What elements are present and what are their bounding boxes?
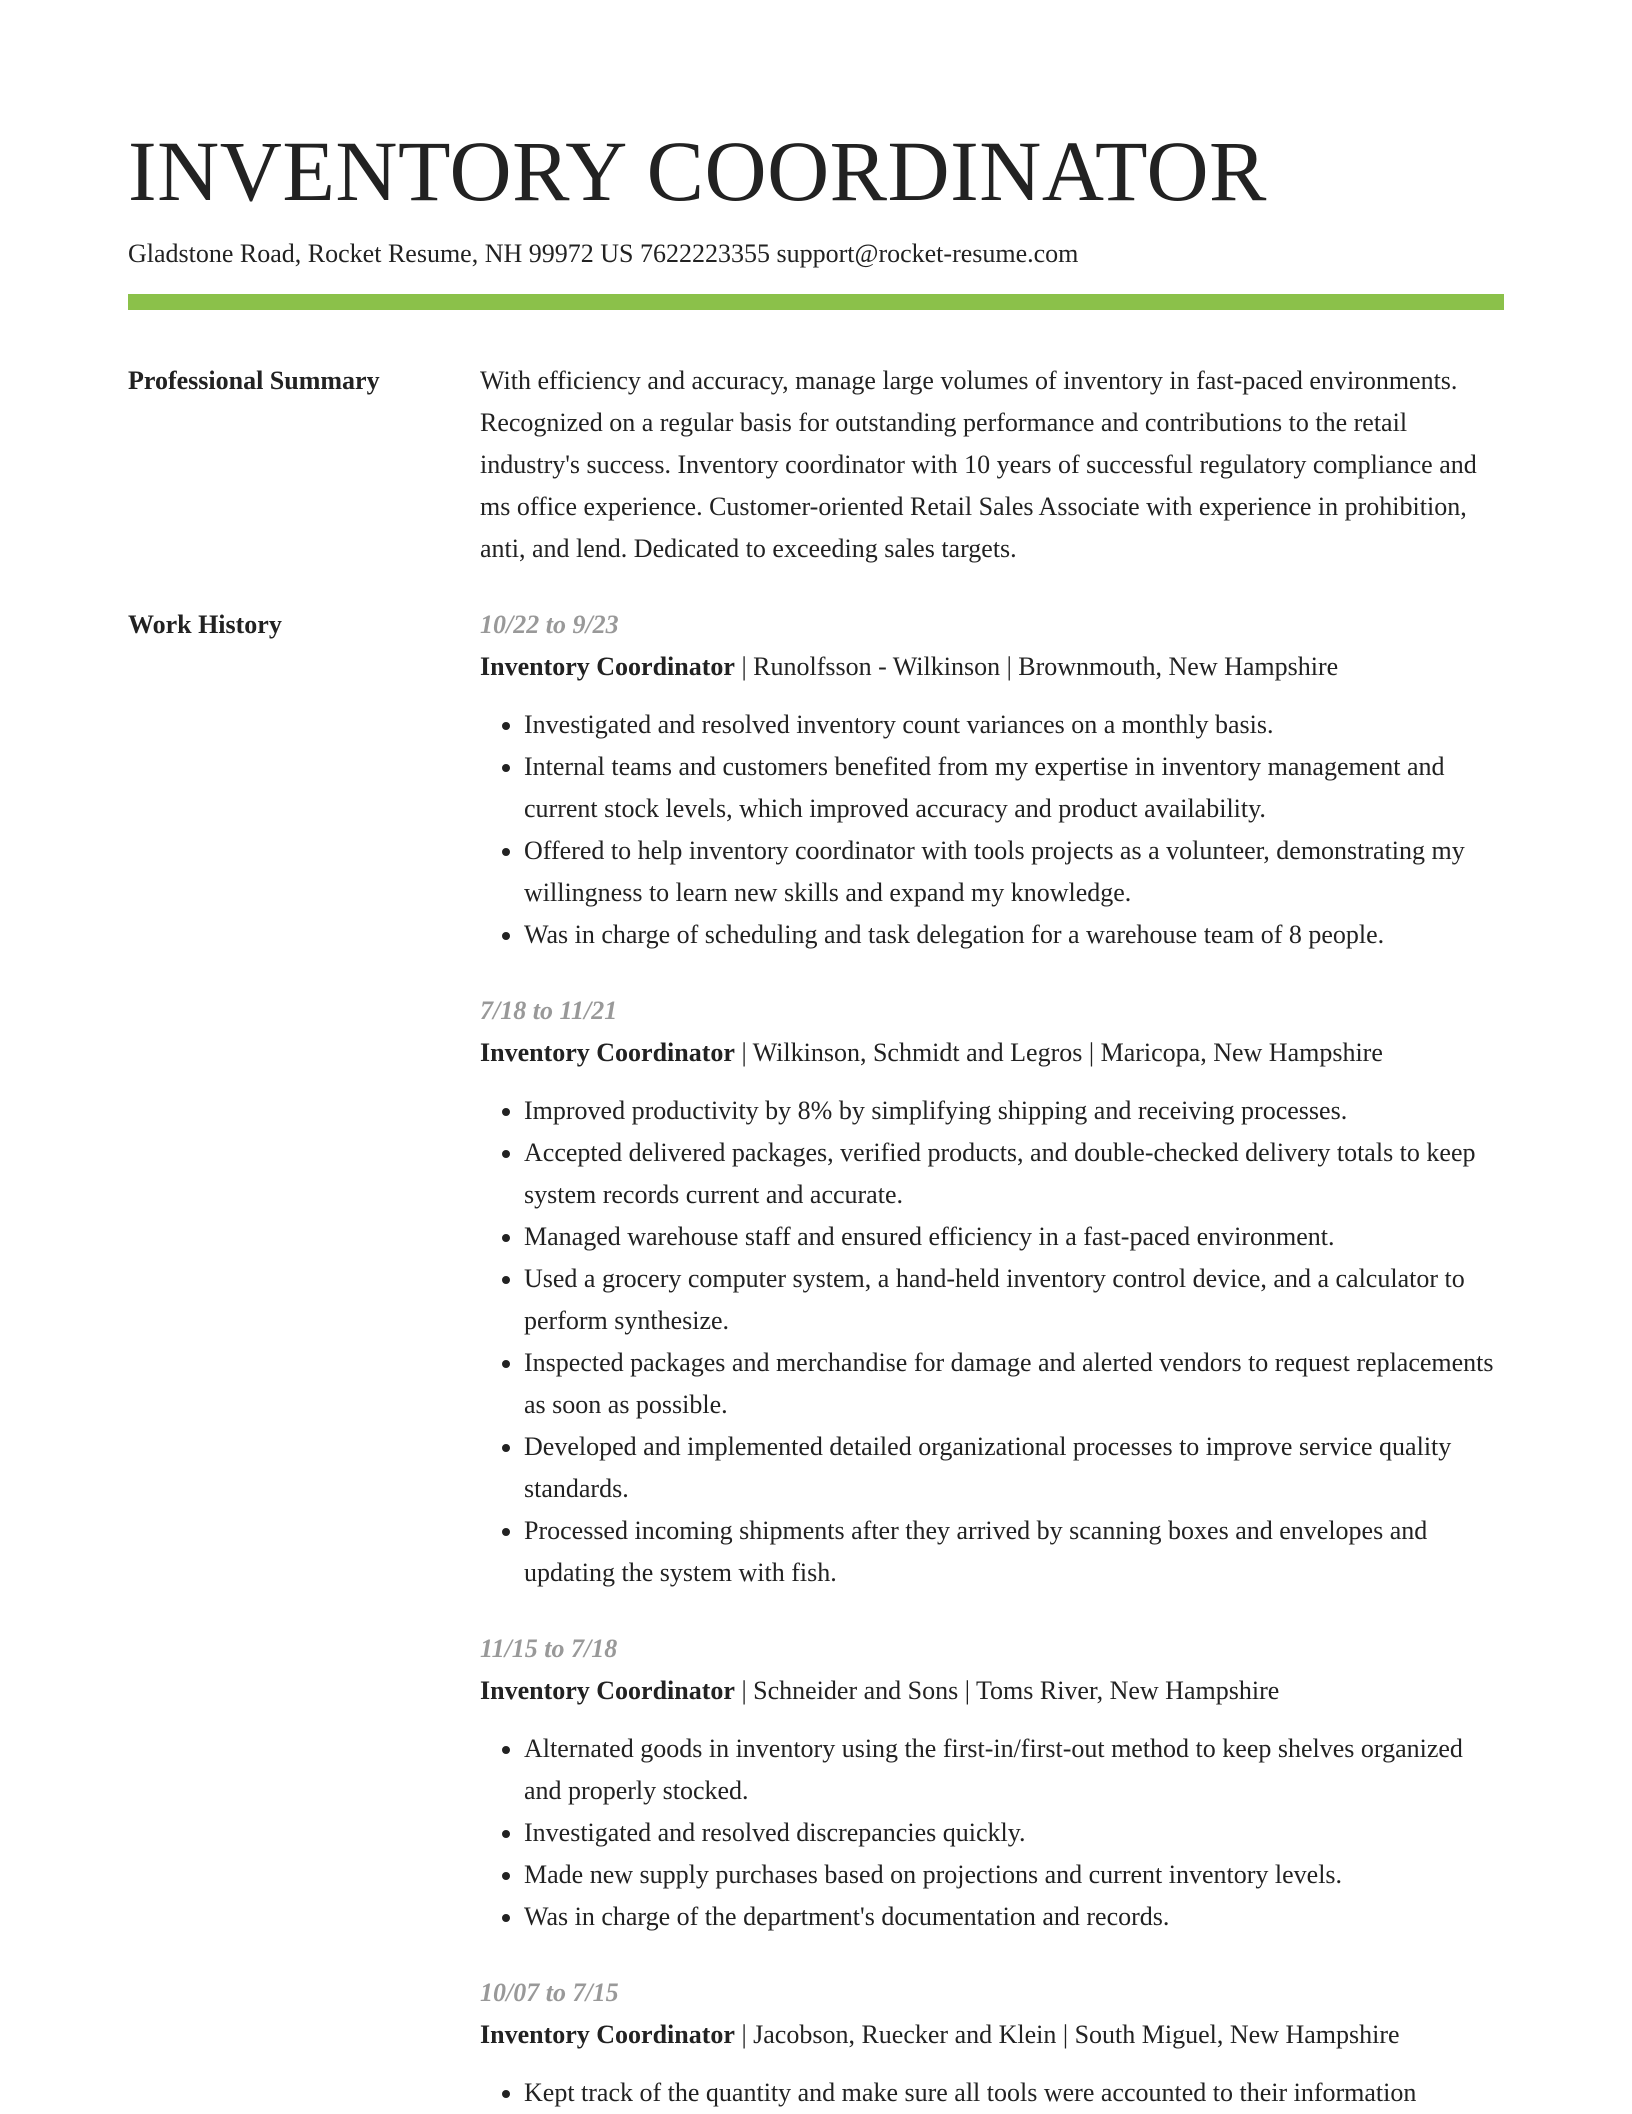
job-header	[480, 1032, 1504, 1074]
job-details: | Runolfsson - Wilkinson | Brownmouth, New Hampshire	[734, 652, 1339, 681]
job-date: 10/07 to 7/15	[480, 1978, 619, 2007]
job-bullet: • Alternated goods in inventory using the first-in/first-out method to keep shelves organized and properly stocked.	[524, 1728, 1504, 1812]
job-header	[480, 1670, 1504, 1712]
job-date: 10/22 to 9/23	[480, 610, 619, 639]
summary-text: With efficiency and accuracy, manage large volumes of inventory in fast-paced environments. Recognized on a regular basis for outstanding performance and contributions to the retail industry's success. Inventory coordinator with 10 years of successful regulatory compliance and ms office experience. Customer-oriented Retail Sales Associate with experience in prohibition, anti, and lend. Dedicated to exceeding sales targets.	[480, 366, 1477, 563]
job-bullets	[480, 1728, 1504, 1938]
job-date: 11/15 to 7/18	[480, 1634, 618, 1663]
job-entry	[480, 1628, 1504, 1938]
summary-heading: Professional Summary	[128, 366, 380, 395]
job-bullets	[480, 704, 1504, 956]
job-details: | Jacobson, Ruecker and Klein | South Miguel, New Hampshire	[734, 2020, 1400, 2049]
contact-line: Gladstone Road, Rocket Resume, NH 99972 US 7622223355 support@rocket-resume.com	[128, 239, 1079, 268]
job-bullets	[480, 2072, 1504, 2114]
job-bullet: • Inspected packages and merchandise for damage and alerted vendors to request replacements as soon as possible.	[524, 1342, 1504, 1426]
job-bullet: • Investigated and resolved discrepancies quickly.	[524, 1812, 1504, 1854]
work-history-heading: Work History	[128, 610, 282, 639]
job-role: Inventory Coordinator	[480, 2020, 735, 2049]
job-date: 7/18 to 11/21	[480, 996, 618, 1025]
job-details: | Schneider and Sons | Toms River, New Hampshire	[734, 1676, 1280, 1705]
job-role: Inventory Coordinator	[480, 652, 735, 681]
job-bullet: • Investigated and resolved inventory count variances on a monthly basis.	[524, 704, 1504, 746]
job-bullet: • Internal teams and customers benefited from my expertise in inventory management and current stock levels, which improved accuracy and product availability.	[524, 746, 1504, 830]
job-header	[480, 2014, 1504, 2056]
job-bullet: • Was in charge of the department's documentation and records.	[524, 1896, 1504, 1938]
job-bullets	[480, 1090, 1504, 1594]
job-bullet: • Developed and implemented detailed organizational processes to improve service quality standards.	[524, 1426, 1504, 1510]
accent-divider	[128, 294, 1504, 310]
job-bullet: • Accepted delivered packages, verified products, and double-checked delivery totals to keep system records current and accurate.	[524, 1132, 1504, 1216]
summary-section	[128, 360, 1504, 570]
job-bullet: • Was in charge of scheduling and task delegation for a warehouse team of 8 people.	[524, 914, 1504, 956]
job-list	[480, 604, 1504, 2114]
job-header	[480, 646, 1504, 688]
job-entry	[480, 604, 1504, 956]
job-details: | Wilkinson, Schmidt and Legros | Maricopa, New Hampshire	[734, 1038, 1383, 1067]
job-entry	[480, 1972, 1504, 2114]
job-bullet: • Made new supply purchases based on projections and current inventory levels.	[524, 1854, 1504, 1896]
job-bullet: • Offered to help inventory coordinator with tools projects as a volunteer, demonstrating my willingness to learn new skills and expand my knowledge.	[524, 830, 1504, 914]
job-entry	[480, 990, 1504, 1594]
job-bullet: • Processed incoming shipments after they arrived by scanning boxes and envelopes and updating the system with fish.	[524, 1510, 1504, 1594]
resume-page	[128, 118, 1504, 2114]
work-history-section	[128, 604, 1504, 2114]
job-bullet: • Kept track of the quantity and make sure all tools were accounted to their information	[524, 2072, 1504, 2114]
job-role: Inventory Coordinator	[480, 1038, 735, 1067]
job-bullet: • Used a grocery computer system, a hand-held inventory control device, and a calculator to perform synthesize.	[524, 1258, 1504, 1342]
job-bullet: • Managed warehouse staff and ensured efficiency in a fast-paced environment.	[524, 1216, 1504, 1258]
job-role: Inventory Coordinator	[480, 1676, 735, 1705]
resume-title: INVENTORY COORDINATOR	[128, 123, 1267, 219]
job-bullet: • Improved productivity by 8% by simplifying shipping and receiving processes.	[524, 1090, 1504, 1132]
